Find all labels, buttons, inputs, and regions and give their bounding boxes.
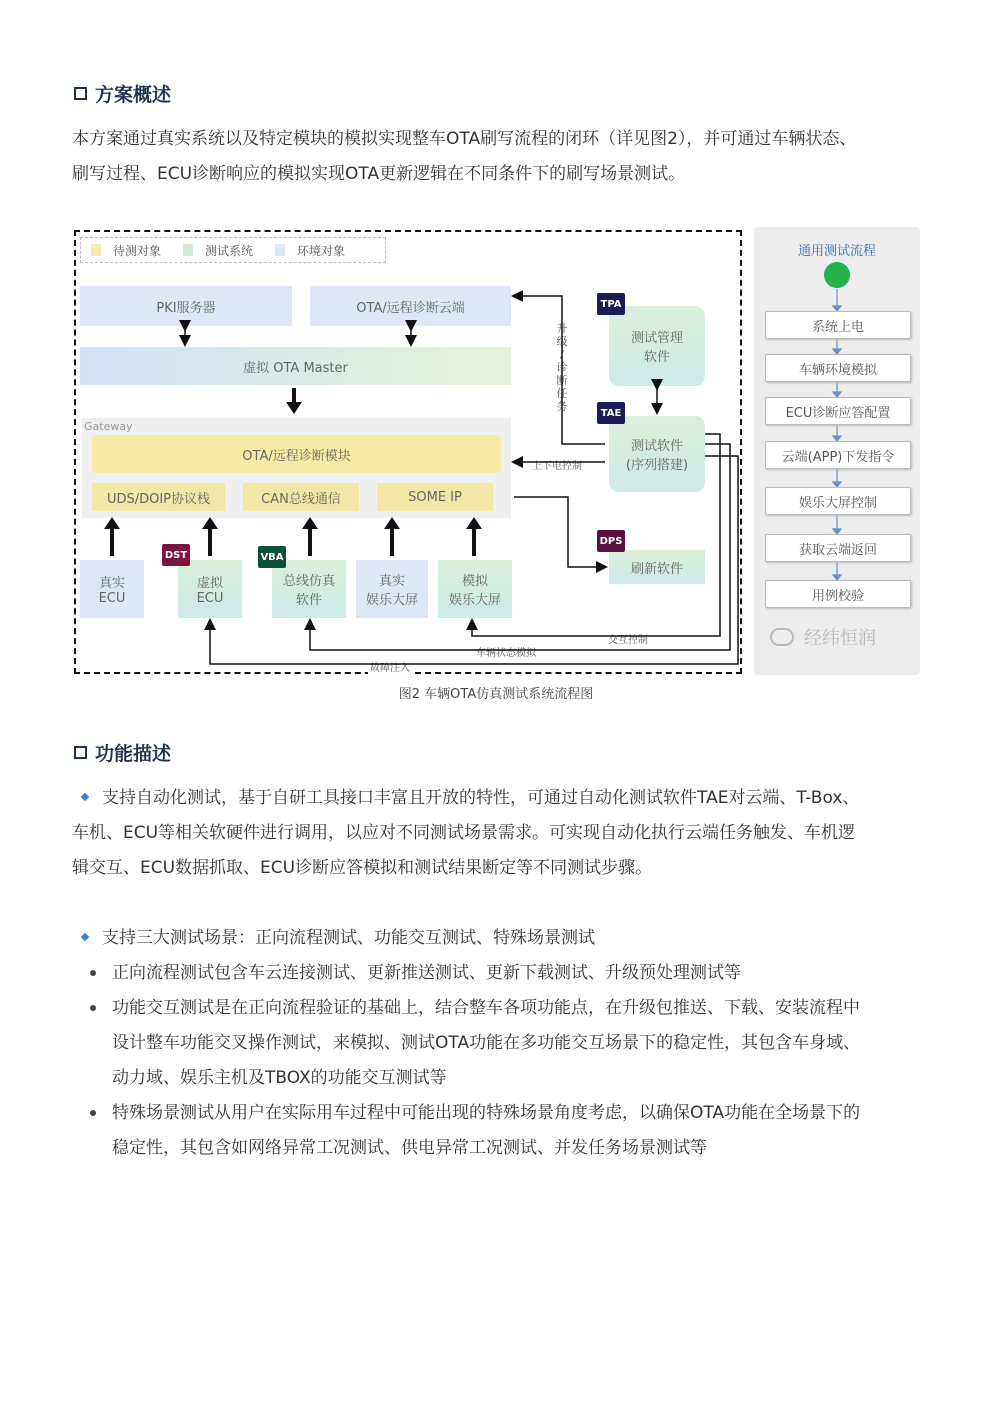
flow-step-label: 获取云端返回 <box>798 542 877 558</box>
fault-inject-label: 故障注入 <box>368 659 412 674</box>
ota-module-label: OTA/远程诊断模块 <box>242 448 351 464</box>
watermark-text: 经纬恒润 <box>804 628 876 649</box>
flow-step <box>765 397 911 425</box>
block-label: 软件 <box>643 350 670 365</box>
virtual-ota-master-label: 虚拟 OTA Master <box>243 360 348 376</box>
checkbox-square-icon <box>74 746 87 759</box>
flow-step-label: 用例校验 <box>811 588 864 604</box>
diamond-bullet-icon <box>81 933 89 941</box>
block-label: 真实 <box>378 574 405 589</box>
function-line <box>72 921 922 956</box>
flow-step-label: 云端(APP)下发指令 <box>781 449 895 465</box>
function-paragraph-2 <box>72 921 922 956</box>
block-label: 娱乐大屏 <box>448 593 501 608</box>
tag-text: DPS <box>599 535 623 547</box>
power-control-label: 上下电控制 <box>532 461 582 472</box>
can-bus-label: CAN总线通信 <box>261 491 341 507</box>
bullet-dot-icon <box>90 970 96 976</box>
flow-step <box>765 441 911 469</box>
block-label: 刷新软件 <box>630 561 683 577</box>
function-text: 支持三大测试场景：正向流程测试、功能交互测试、特殊场景测试 <box>102 928 595 948</box>
flow-step-label: 车辆环境模拟 <box>798 362 877 378</box>
function-text: 支持自动化测试，基于自研工具接口丰富且开放的特性，可通过自动化测试软件TAE对云端、T-Box、 <box>102 788 860 808</box>
vertical-char: 升 <box>556 322 568 335</box>
bullet-text: 设计整车功能交叉操作测试，来模拟、测试OTA功能在多功能交互场景下的稳定性，其包含车身域、 <box>112 1033 861 1053</box>
block-label: ECU <box>196 591 224 606</box>
bullet-item <box>90 956 920 991</box>
section-title-functions <box>74 739 171 766</box>
tag-text: DST <box>164 549 188 561</box>
function-paragraph-1 <box>72 781 922 886</box>
someip-label: SOME IP <box>408 489 462 505</box>
legend-label: 环境对象 <box>297 243 346 258</box>
flow-step-label: ECU诊断应答配置 <box>785 405 891 421</box>
block-label: 软件 <box>295 593 322 608</box>
flow-step-label: 娱乐大屏控制 <box>798 495 877 511</box>
bullet-text: 特殊场景测试从用户在实际用车过程中可能出现的特殊场景角度考虑，以确保OTA功能在全场景下的 <box>112 1103 861 1123</box>
function-line: 辑交互、ECU数据抓取、ECU诊断应答模拟和测试结果断定等不同测试步骤。 <box>72 858 653 878</box>
function-line <box>72 781 922 816</box>
block-label: 真实 <box>98 576 125 591</box>
vehicle-state-label: 车辆状态模拟 <box>474 644 538 659</box>
section-title-text: 方案概述 <box>95 84 172 106</box>
bullet-text: 动力域、娱乐主机及TBOX的功能交互测试等 <box>112 1068 447 1088</box>
bullet-dot-icon <box>90 1110 96 1116</box>
block-label: 测试软件 <box>630 439 683 454</box>
block-label: ECU <box>98 591 126 606</box>
block-label: 测试管理 <box>630 331 683 346</box>
tag-text: VBA <box>260 551 284 563</box>
vertical-char: 断 <box>556 374 568 387</box>
block-label: 模拟 <box>461 574 488 589</box>
legend-label: 测试系统 <box>205 243 254 258</box>
flow-title: 通用测试流程 <box>797 244 876 259</box>
interaction-control-label: 交互控制 <box>606 631 650 646</box>
flow-step <box>765 354 911 382</box>
figure-caption: 图2 车辆OTA仿真测试系统流程图 <box>398 687 594 702</box>
vertical-char: 诊 <box>556 361 568 374</box>
block-label: (序列搭建) <box>625 458 689 473</box>
legend-label: 待测对象 <box>113 243 162 258</box>
vertical-char: 务 <box>556 400 568 413</box>
flow-step-label: 系统上电 <box>811 319 864 335</box>
intro-line: 本方案通过真实系统以及特定模块的模拟实现整车OTA刷写流程的闭环（详见图2），并可通过车辆状态、 <box>72 129 857 149</box>
flow-step <box>765 487 911 515</box>
diamond-bullet-icon <box>81 793 89 801</box>
intro-line: 刷写过程、ECU诊断响应的模拟实现OTA更新逻辑在不同条件下的刷写场景测试。 <box>72 164 686 184</box>
gateway-label: Gateway <box>84 420 133 433</box>
pki-server-label: PKI服务器 <box>156 300 216 316</box>
bullet-text: 正向流程测试包含车云连接测试、更新推送测试、更新下载测试、升级预处理测试等 <box>112 963 741 983</box>
bullet-item <box>90 991 920 1096</box>
ota-cloud-label: OTA/远程诊断云端 <box>356 300 465 316</box>
tag-text: TPA <box>600 298 622 310</box>
bullet-text: 稳定性，其包含如网络异常工况测试、供电异常工况测试、并发任务场景测试等 <box>112 1138 707 1158</box>
bullet-dot-icon <box>90 1005 96 1011</box>
vertical-char: 任 <box>556 387 568 400</box>
bullet-item <box>90 1096 920 1166</box>
function-line: 车机、ECU等相关软硬件进行调用，以应对不同测试场景需求。可实现自动化执行云端任务触发、车机逻 <box>72 823 856 843</box>
section-title-text: 功能描述 <box>95 743 172 765</box>
bullet-text: 功能交互测试是在正向流程验证的基础上，结合整车各项功能点，在升级包推送、下载、安装流程中 <box>112 998 860 1018</box>
block-label: 总线仿真 <box>282 574 335 589</box>
uds-doip-label: UDS/DOIP协议栈 <box>106 491 211 507</box>
block-label: 虚拟 <box>196 576 223 591</box>
block-label: 娱乐大屏 <box>365 593 418 608</box>
flow-step <box>765 580 911 608</box>
flow-step <box>765 311 911 339</box>
vertical-char: / <box>560 348 564 361</box>
vertical-char: 级 <box>556 335 568 348</box>
flow-step <box>765 534 911 562</box>
wechat-icon <box>770 628 794 646</box>
tag-text: TAE <box>600 407 622 419</box>
watermark <box>770 624 876 650</box>
